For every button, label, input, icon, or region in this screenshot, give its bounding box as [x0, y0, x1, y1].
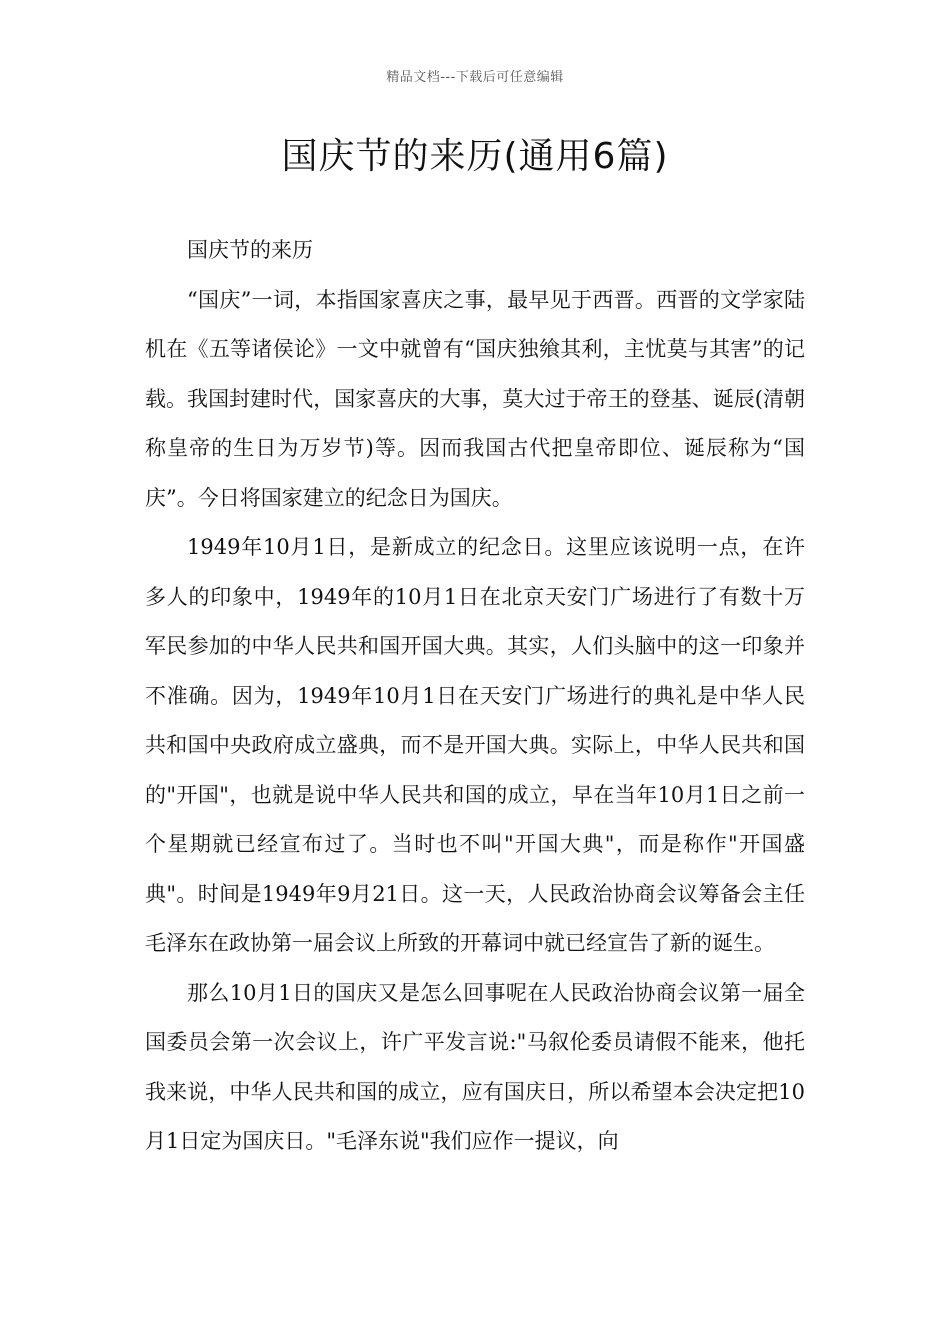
header-note: 精品文档---下载后可任意编辑	[386, 70, 564, 85]
document-body	[145, 226, 805, 1167]
paragraph: “国庆”一词，本指国家喜庆之事，最早见于西晋。西晋的文学家陆机在《五等诸侯论》一文中就曾有“国庆独飨其利，主忧莫与其害”的记载。我国封建时代，国家喜庆的大事，莫大过于帝王的登基、诞辰(清朝称皇帝的生日为万岁节)等。因而我国古代把皇帝即位、诞辰称为“国庆”。今日将国家建立的纪念日为国庆。	[145, 287, 805, 510]
paragraph: 那么10月1日的国庆又是怎么回事呢在人民政治协商会议第一届全国委员会第一次会议上，许广平发言说:"马叙伦委员请假不能来，他托我来说，中华人民共和国的成立，应有国庆日，所以希望本会决定把10月1日定为国庆日。"毛泽东说"我们应作一提议，向	[145, 980, 805, 1153]
paragraph: 1949年10月1日，是新成立的纪念日。这里应该说明一点，在许多人的印象中，1949年的10月1日在北京天安门广场进行了有数十万军民参加的中华人民共和国开国大典。其实，人们头脑中的这一印象并不准确。因为，1949年10月1日在天安门广场进行的典礼是中华人民共和国中央政府成立盛典，而不是开国大典。实际上，中华人民共和国的"开国"，也就是说中华人民共和国的成立，早在当年10月1日之前一个星期就已经宣布过了。当时也不叫"开国大典"，而是称作"开国盛典"。时间是1949年9月21日。这一天，人民政治协商会议筹备会主任毛泽东在政协第一届会议上所致的开幕词中就已经宣告了新的诞生。	[145, 535, 805, 955]
document-title: 国庆节的来历(通用6篇)	[281, 136, 669, 177]
section-heading: 国庆节的来历	[187, 238, 313, 262]
